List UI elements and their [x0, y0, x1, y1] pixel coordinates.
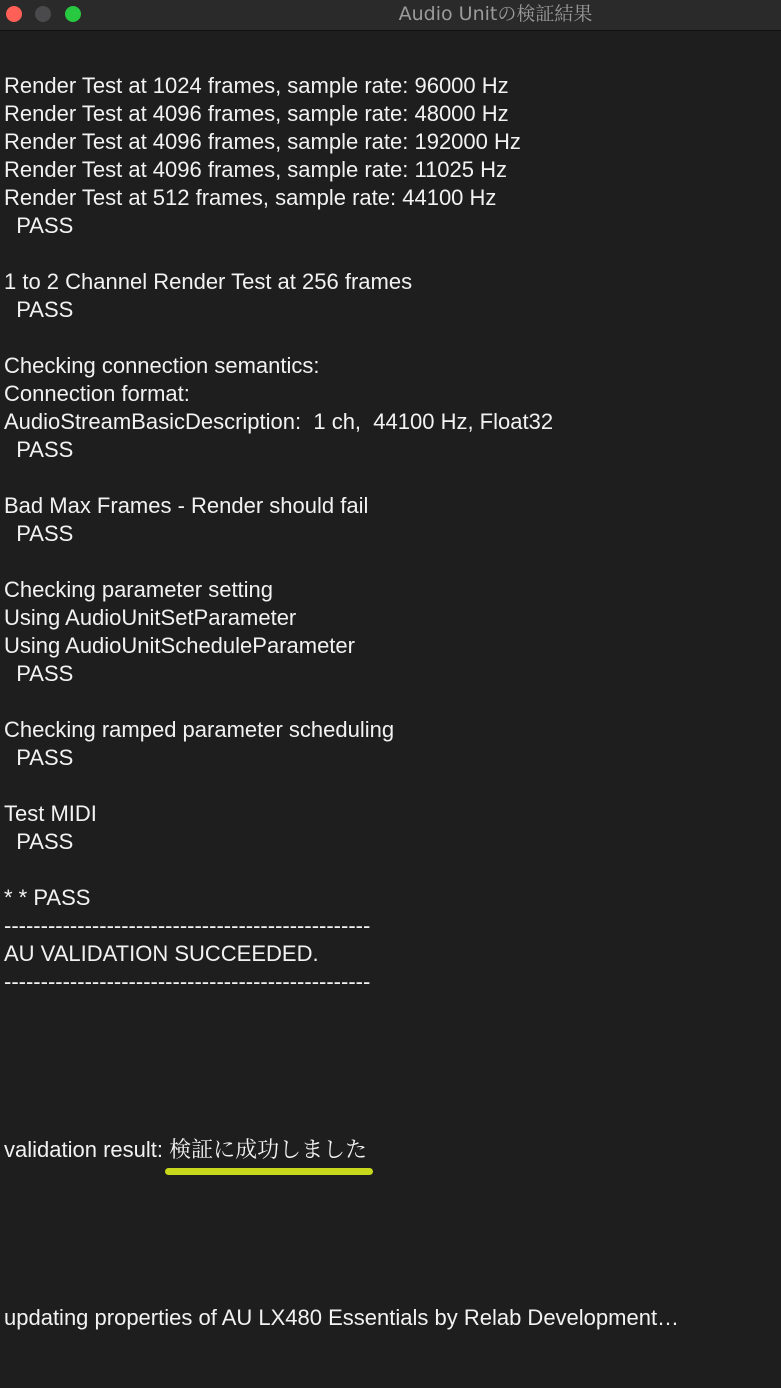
validation-result-line — [4, 1136, 779, 1164]
status-footer-line: updating properties of AU LX480 Essentials by Relab Development… — [4, 1305, 680, 1330]
log-line: -------------------------------------------------- — [4, 969, 371, 994]
log-line: Test MIDI — [4, 801, 97, 826]
blank-line — [4, 548, 779, 576]
title-bar — [0, 0, 781, 31]
log-line: PASS — [4, 437, 74, 462]
log-line: Checking ramped parameter scheduling — [4, 717, 395, 742]
log-line: 1 to 2 Channel Render Test at 256 frames — [4, 269, 413, 294]
blank-line — [4, 1052, 779, 1080]
validation-result-value — [169, 1136, 367, 1164]
highlight-underline — [165, 1168, 373, 1175]
log-line: Using AudioUnitScheduleParameter — [4, 633, 355, 658]
log-line: PASS — [4, 661, 74, 686]
validation-result-label: validation result: — [4, 1137, 170, 1162]
blank-line — [4, 996, 779, 1024]
validation-result-text: 検証に成功しました — [169, 1137, 368, 1162]
log-line: Render Test at 4096 frames, sample rate: 48000 Hz — [4, 101, 509, 126]
log-line: AU VALIDATION SUCCEEDED. — [4, 941, 319, 966]
blank-line — [4, 772, 779, 800]
log-line: PASS — [4, 745, 74, 770]
log-line: Bad Max Frames - Render should fail — [4, 493, 369, 518]
log-line: -------------------------------------------------- — [4, 913, 371, 938]
blank-line — [4, 688, 779, 716]
log-line: * * PASS — [4, 885, 91, 910]
log-lines — [4, 72, 779, 1080]
log-line: Connection format: — [4, 381, 190, 406]
log-line: Render Test at 512 frames, sample rate: 44100 Hz — [4, 185, 497, 210]
log-line: Using AudioUnitSetParameter — [4, 605, 297, 630]
blank-line — [4, 240, 779, 268]
validation-log-text — [4, 16, 779, 1388]
blank-line — [4, 1024, 779, 1052]
log-line: AudioStreamBasicDescription: 1 ch, 44100 Hz, Float32 — [4, 409, 554, 434]
blank-line — [4, 856, 779, 884]
log-line: PASS — [4, 297, 74, 322]
blank-line — [4, 1220, 779, 1248]
log-line: Render Test at 1024 frames, sample rate: 96000 Hz — [4, 73, 509, 98]
log-line: PASS — [4, 829, 74, 854]
log-line: Checking connection semantics: — [4, 353, 320, 378]
log-line: PASS — [4, 213, 74, 238]
log-line: Checking parameter setting — [4, 577, 274, 602]
window-title: Audio Unitの検証結果 — [398, 3, 593, 25]
blank-line — [4, 324, 779, 352]
log-line: Render Test at 4096 frames, sample rate: 192000 Hz — [4, 129, 521, 154]
log-line: Render Test at 4096 frames, sample rate: 11025 Hz — [4, 157, 508, 182]
blank-line — [4, 464, 779, 492]
log-line: PASS — [4, 521, 74, 546]
